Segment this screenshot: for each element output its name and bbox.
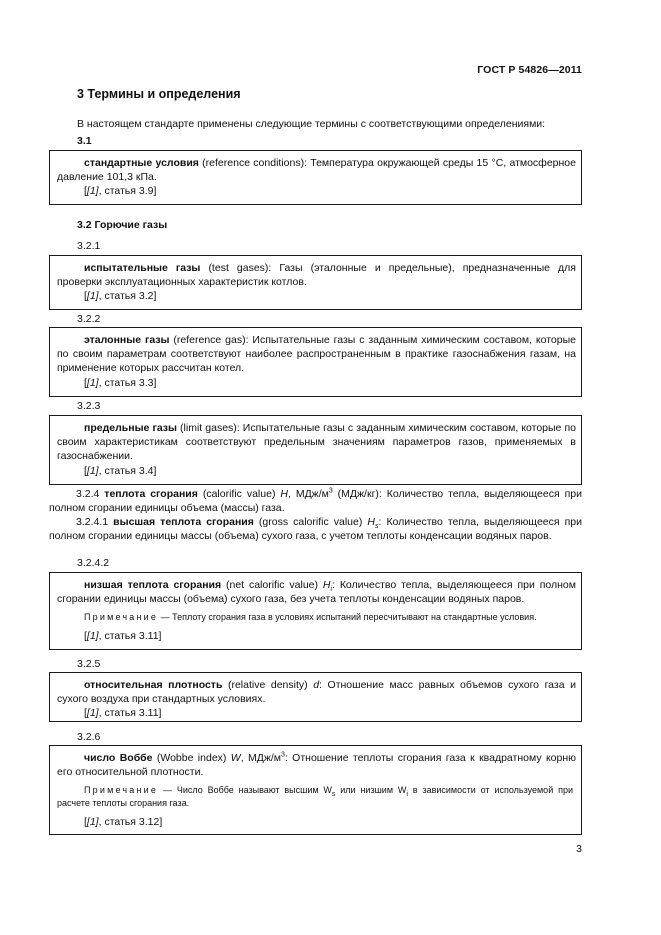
term-text: (МДж/кг): Количество тепла, выделяющееся при полном сгорании единицы объема (массы) газа. [49,488,582,514]
term-definition: относительная плотность (relative density) d: Отношение масс равных объемов сухого газа и сухого воздуха при стандартных условиях. [57,679,576,706]
reference-source: [1] [86,185,99,198]
term-definition [50,421,581,464]
term-number: 3.2.6 [77,731,101,743]
term-definition [50,156,581,184]
subsection-title: 3.2 Горючие газы [77,219,168,231]
term-name: предельные газы [84,422,177,434]
term-number: 3.2.3 [77,400,101,412]
reference-source: [1] [86,290,99,303]
term-name: теплота сгорания [104,488,198,500]
term-text: (reference gas): Испытательные газы с заданным химическим составом, которые по своим параметрам соответствуют наиболее распространенным в практике газоснабжения газам, на применение которых рассчитан котел. [57,334,576,375]
term-name: испытательные газы [84,262,201,274]
term-number: 3.2.2 [77,313,101,325]
term-reference: [[1], статья 3.9] [84,185,157,198]
term-box-3-2-6 [49,745,582,835]
term-text: : Количество тепла, выделяющееся при полном сгорании единицы массы (объема) сухого газа, без учета теплоты конденсации водяных паров. [57,579,576,606]
term-box-3-1 [49,150,582,205]
term-box-3-2-4-2 [49,572,582,650]
term-name: стандартные условия [84,157,199,169]
term-note [50,606,581,624]
note-label: Примечание [84,612,159,623]
term-name: высшая теплота сгорания [113,516,254,528]
term-reference: [[1], статья 3.2] [84,290,157,303]
note-label: Примечание [84,785,159,796]
term-definition: 3.2.4.1 высшая теплота сгорания (gross calorific value) $H_s$: Количество тепла, выделяющееся при полном сгорании единицы массы (объема) сухого газа, с учетом теплоты конденсации водяных паров. [49,516,582,542]
term-reference: [[1], статья 3.4] [84,464,157,477]
document-code: ГОСТ Р 54826—2011 [477,64,582,76]
term-number: 3.2.5 [77,658,101,670]
term-reference: [[1], статья 3.11] [84,707,162,720]
reference-source: [1] [86,376,99,389]
term-definition [50,261,581,289]
term-text: : Количество тепла, выделяющееся при полном сгорании единицы массы (объема) сухого газа, с учетом теплоты конденсации водяных паров. [49,516,582,542]
note-text: — Теплоту сгорания газа в условиях испытаний пересчитывают на стандартные условия. [158,612,537,623]
page-number: 3 [576,843,582,855]
term-definition: низшая теплота сгорания (net calorific value) $H_i$: Количество тепла, выделяющееся при полном сгорании единицы массы (объема) сухого газа, без учета теплоты конденсации водяных паров. [57,579,576,606]
term-note: Примечание — Число Воббе называют высшим $W_s$ или низшим $W_i$ в зависимости от используемой при расчете теплоты сгорания газа. [57,785,573,808]
term-text: : Отношение теплоты сгорания газа к квадратному корню его относительной плотности. [57,752,577,779]
term-box-3-2-1 [49,255,582,310]
term-reference: [[1], статья 3.12] [84,816,163,829]
reference-source: [1] [86,816,99,829]
reference-source: [1] [86,464,99,477]
term-definition: число Воббе (Wobbe index) W, МДж/$м^3$: Отношение теплоты сгорания газа к квадратному корню его относительной плотности. [57,751,577,779]
reference-source: [1] [86,707,99,720]
term-number: 3.1 [77,135,92,147]
term-name: низшая теплота сгорания [84,579,222,591]
term-box-3-2-5 [49,672,582,722]
term-name: число Воббе [84,752,153,764]
reference-source: [1] [86,629,99,642]
term-box-3-2-2 [49,327,582,397]
term-text: (limit gases): Испытательные газы с заданным химическим составом, которые по своим характеристикам соответствуют предельным значениям параметров газов, применяемых в газоснабжении. [57,422,576,463]
term-text: (reference conditions): Температура окружающей среды 15 °С, атмосферное давление 101,3 кПа. [57,157,576,184]
term-definition [50,333,581,376]
section-title: 3 Термины и определения [77,87,241,101]
term-reference: [[1], статья 3.11] [84,629,162,642]
term-paragraph-3-2-4 [49,487,582,543]
term-name: относительная плотность [84,679,223,691]
term-definition: 3.2.4 теплота сгорания (calorific value) H, МДж/$м^3$ (МДж/кг): Количество тепла, выделяющееся при полном сгорании единицы объема (массы) газа. [49,487,582,514]
term-number: 3.2.4.2 [77,557,110,569]
term-reference: [[1], статья 3.3] [84,376,157,389]
term-text: (test gases): Газы (эталонные и предельные), предназначенные для проверки эксплуатационных характеристик котлов. [57,262,576,289]
term-text: : Отношение масс равных объемов сухого газа и сухого воздуха при стандартных условиях. [57,679,576,706]
term-box-3-2-3 [49,415,582,485]
section-intro: В настоящем стандарте применены следующие термины с соответствующими определениями: [77,118,546,130]
term-number: 3.2.1 [77,240,101,252]
term-name: эталонные газы [84,334,170,346]
